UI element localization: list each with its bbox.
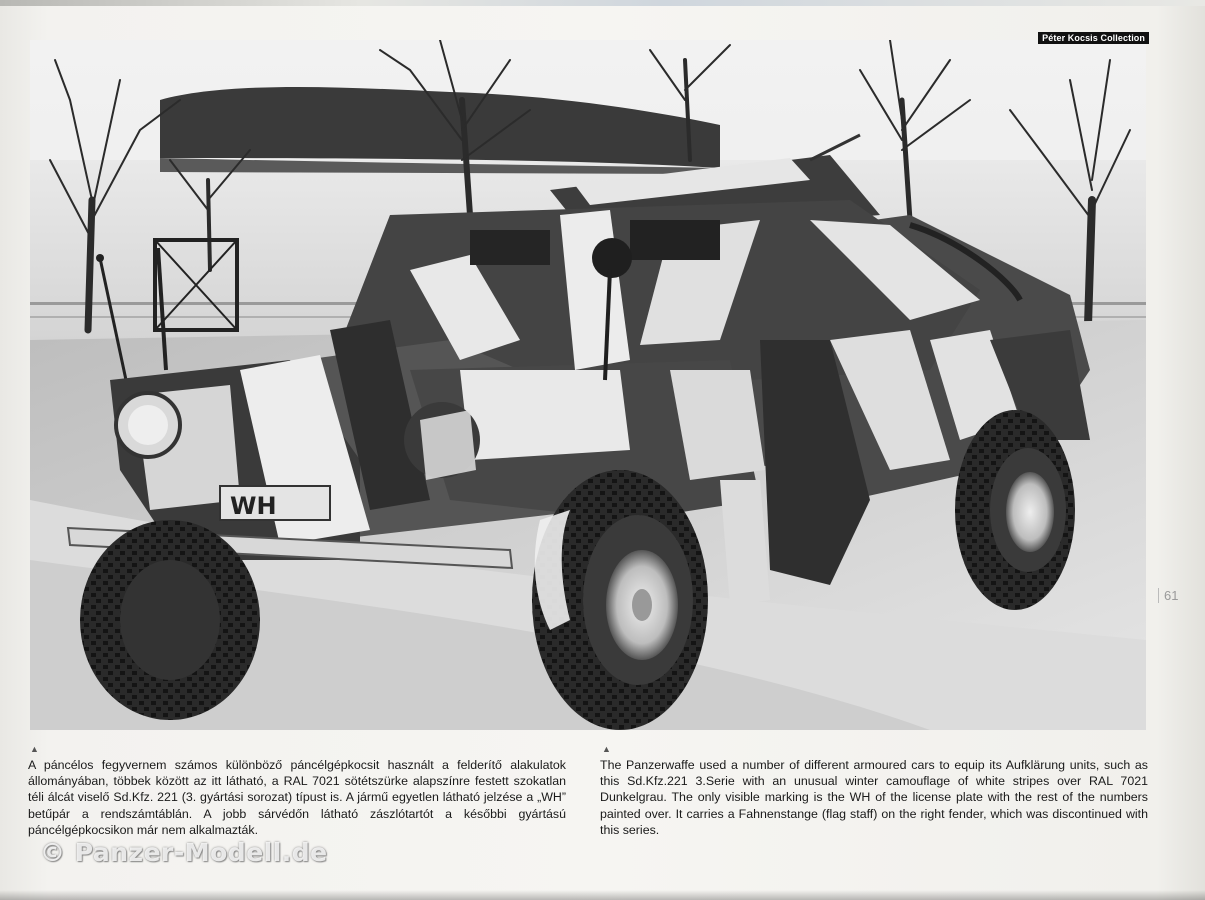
photo-credit: Péter Kocsis Collection [1038, 32, 1149, 44]
page-bottom-edge [0, 890, 1205, 900]
caption-marker-english: ▲ [602, 744, 611, 754]
page-top-edge [0, 0, 1205, 6]
plate-text: WH [230, 492, 277, 520]
watermark-text: Panzer-Modell.de [74, 838, 328, 867]
page-number: 61 [1158, 588, 1194, 603]
copyright-symbol: © [40, 838, 66, 867]
watermark [40, 838, 328, 867]
vehicle-photo [30, 40, 1146, 730]
caption-english: The Panzerwaffe used a number of different armoured cars to equip its Aufklärung units, such as this Sd.Kfz.221 3.Serie with an unusual winter camouflage of white stripes over RAL 7021 Dunkelgrau. The only visible marking is the WH of the license plate with the rest of the numbers painted over. It carries a Fahnenstange (flag staff) on the right fender, which was discontinued with this series. [600, 758, 1148, 837]
caption-marker-hungarian: ▲ [30, 744, 39, 754]
caption-hungarian: A páncélos fegyvernem számos különböző páncélgépkocsit használt a felderítő alakulatok állományában, többek között az itt látható, a RAL 7021 sötétszürke alapszínre festett szokatlan téli álcát viselő Sd.Kfz. 221 (3. gyártási sorozat) típust is. A jármű egyetlen látható jelzése a „WH” betűpár a rendszámtáblán. A jobb sárvédőn látható zászlótartót a későbbi gyártású páncélgépkocsikon már nem alkalmazták. [28, 758, 566, 837]
